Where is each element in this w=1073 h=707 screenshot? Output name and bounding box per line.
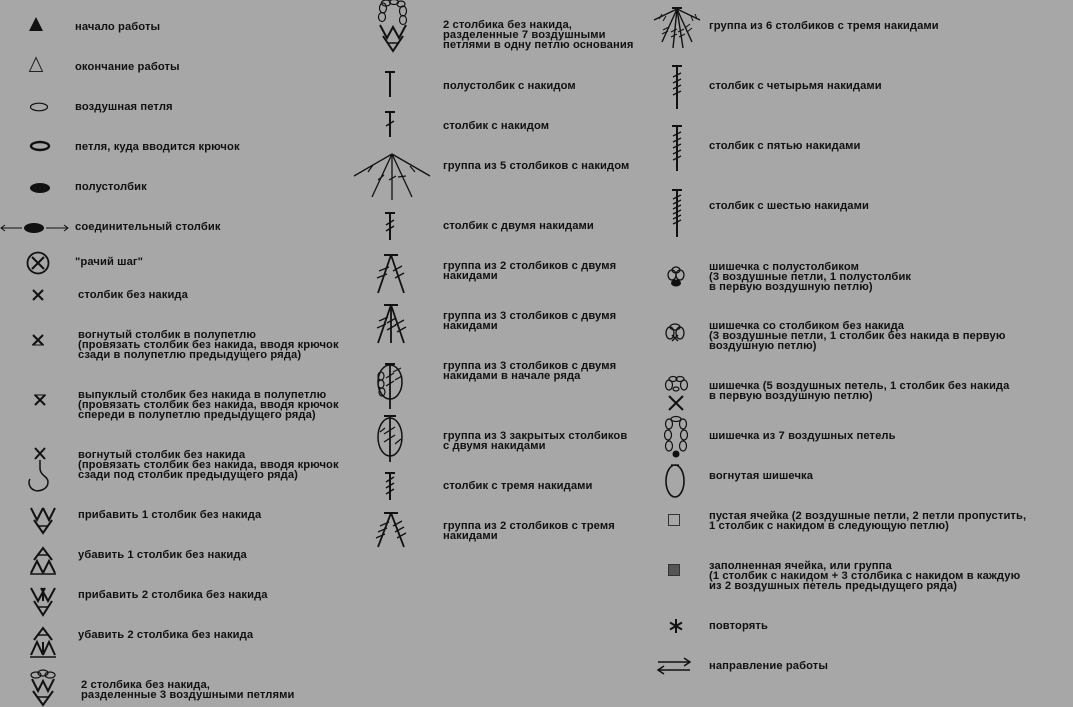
bobble-half-icon bbox=[666, 266, 686, 288]
legend-label: повторять bbox=[709, 620, 768, 632]
legend-label: убавить 1 столбик без накида bbox=[78, 549, 247, 561]
hdc-icon bbox=[383, 70, 397, 98]
legend-label: петля, куда вводится крючок bbox=[75, 141, 240, 153]
legend-label: вогнутый столбик без накида (провязать столбик без накида, вводя крючок сзади под столбик предыдущего ряда) bbox=[78, 449, 339, 481]
legend-label: пустая ячейка (2 воздушные петли, 2 петли пропустить, 1 столбик с накидом в следующую петлю) bbox=[709, 510, 1027, 532]
legend-label: вогнутая шишечка bbox=[709, 470, 814, 482]
legend-label: "рачий шаг" bbox=[75, 256, 144, 268]
legend-label: выпуклый столбик без накида в полупетлю (провязать столбик без накида, вводя крючок спереди в полупетлю предыдущего ряда) bbox=[78, 389, 339, 421]
legend-label: соединительный столбик bbox=[75, 221, 221, 233]
dc-icon bbox=[383, 110, 397, 138]
legend-label: шишечка из 7 воздушных петель bbox=[709, 430, 896, 442]
outline-triangle-icon bbox=[29, 57, 43, 72]
legend-label: воздушная петля bbox=[75, 101, 173, 113]
double-treble-icon bbox=[383, 471, 397, 501]
legend-label: 2 столбика без накида, разделенные 7 воздушными петлями в одну петлю основания bbox=[443, 19, 634, 51]
bobble-seven-chain-icon bbox=[664, 416, 688, 460]
slip-stitch-arrows-icon bbox=[0, 221, 70, 235]
bold-loop-icon bbox=[29, 140, 51, 152]
legend-label: столбик без накида bbox=[78, 289, 188, 301]
four-yarn-over-icon bbox=[670, 64, 684, 110]
x-hook-icon bbox=[26, 446, 52, 494]
circled-x-icon bbox=[26, 251, 50, 275]
legend-label: шишечка с полустолбиком (3 воздушные петли, 1 полустолбик в первую воздушную петлю) bbox=[709, 261, 912, 293]
decrease-two-icon bbox=[29, 626, 57, 660]
v-stitch-chain-icon bbox=[26, 669, 60, 707]
x-icon bbox=[31, 333, 45, 347]
legend-label: группа из 2 столбиков с двумя накидами bbox=[443, 260, 617, 282]
legend-label: группа из 6 столбиков с тремя накидами bbox=[709, 20, 939, 32]
fan-six-icon bbox=[652, 6, 702, 50]
legend-label: прибавить 1 столбик без накида bbox=[78, 509, 262, 521]
legend-label: группа из 5 столбиков с накидом bbox=[443, 160, 630, 172]
x-icon bbox=[33, 393, 47, 407]
bobble-sc-icon bbox=[664, 322, 686, 344]
treble-icon bbox=[383, 211, 397, 241]
asterisk-icon bbox=[668, 618, 684, 634]
chain-loop-icon bbox=[29, 102, 49, 112]
concave-bobble-icon bbox=[664, 462, 686, 500]
direction-arrows-icon bbox=[656, 657, 692, 675]
legend-label: группа из 3 столбиков с двумя накидами bbox=[443, 310, 617, 332]
legend-label: столбик с четырьмя накидами bbox=[709, 80, 882, 92]
legend-label: полустолбик bbox=[75, 181, 147, 193]
legend-label: убавить 2 столбика без накида bbox=[78, 629, 254, 641]
cluster-three-treble-icon bbox=[374, 303, 408, 345]
cluster-start-row-icon bbox=[375, 358, 405, 410]
fan-five-icon bbox=[352, 152, 432, 202]
legend-label: направление работы bbox=[709, 660, 829, 672]
five-yarn-over-icon bbox=[670, 124, 684, 172]
increase-two-icon bbox=[29, 586, 57, 618]
legend-label: прибавить 2 столбика без накида bbox=[78, 589, 268, 601]
filled-triangle-icon bbox=[29, 17, 43, 31]
decrease-icon bbox=[29, 546, 57, 576]
legend-label: полустолбик с накидом bbox=[443, 80, 576, 92]
legend-label: шишечка со столбиком без накида (3 воздушные петли, 1 столбик без накида в первую воздушную петлю) bbox=[709, 320, 1006, 352]
legend-label: столбик с шестью накидами bbox=[709, 200, 869, 212]
legend-label: группа из 3 закрытых столбиков с двумя накидами bbox=[443, 430, 628, 452]
empty-square-icon bbox=[668, 514, 680, 526]
cluster-two-double-treble-icon bbox=[374, 511, 408, 549]
filled-square-icon bbox=[668, 564, 680, 576]
legend-label: окончание работы bbox=[75, 61, 180, 73]
legend-label: столбик с тремя накидами bbox=[443, 480, 593, 492]
x-icon bbox=[31, 288, 45, 302]
increase-icon bbox=[29, 506, 57, 536]
legend-label: группа из 2 столбиков с тремя накидами bbox=[443, 520, 615, 542]
six-yarn-over-icon bbox=[670, 188, 684, 238]
legend-label: шишечка (5 воздушных петель, 1 столбик без накида в первую воздушную петлю) bbox=[709, 380, 1010, 402]
legend-label: столбик с двумя накидами bbox=[443, 220, 594, 232]
v-stitch-long-chain-icon bbox=[377, 0, 409, 54]
legend-label: столбик с пятью накидами bbox=[709, 140, 861, 152]
filled-oval-icon bbox=[29, 182, 51, 194]
cluster-two-treble-icon bbox=[374, 253, 408, 295]
legend-label: вогнутый столбик в полупетлю (провязать столбик без накида, вводя крючок сзади в полупетлю предыдущего ряда) bbox=[78, 329, 339, 361]
legend-label: начало работы bbox=[75, 21, 161, 33]
closed-cluster-icon bbox=[375, 412, 405, 464]
legend-label: 2 столбика без накида, разделенные 3 воздушными петлями bbox=[81, 679, 295, 701]
legend-label: группа из 3 столбиков с двумя накидами в начале ряда bbox=[443, 360, 617, 382]
legend-label: столбик с накидом bbox=[443, 120, 550, 132]
bobble-five-chain-icon bbox=[664, 376, 688, 412]
legend-label: заполненная ячейка, или группа (1 столбик с накидом + 3 столбика с накидом в каждую из 2 воздушных петель предыдущего ряда) bbox=[709, 560, 1021, 592]
